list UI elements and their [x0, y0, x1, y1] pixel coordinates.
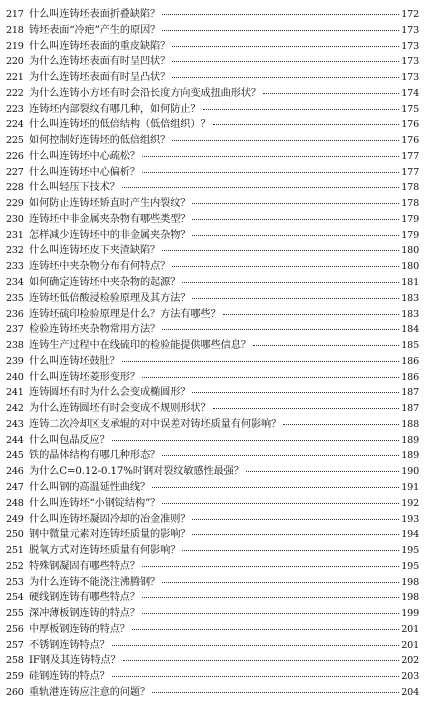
- entry-number: 218: [6, 24, 24, 36]
- toc-entry[interactable]: [6, 291, 419, 307]
- entry-page-number: 190: [401, 466, 419, 478]
- toc-entry[interactable]: [6, 39, 419, 55]
- entry-number: 245: [6, 450, 24, 462]
- dot-leader: [192, 219, 399, 220]
- entry-title: 什么叫轻压下技术？: [29, 182, 120, 194]
- dot-leader: [172, 266, 399, 267]
- entry-title: 中厚板钢连铸的特点？: [29, 623, 130, 635]
- dot-leader: [162, 250, 399, 251]
- entry-title: 什么叫连铸坯中心偏析？: [29, 166, 140, 178]
- entry-page-number: 181: [401, 277, 419, 289]
- entry-number: 248: [6, 497, 24, 509]
- entry-page-number: 198: [401, 576, 419, 588]
- toc-entry[interactable]: [6, 307, 419, 323]
- entry-number: 259: [6, 671, 24, 683]
- entry-page-number: 172: [401, 9, 419, 20]
- entry-title: 连铸坯中非金属夹杂物有哪些类型？: [29, 213, 191, 225]
- entry-number: 226: [6, 150, 24, 162]
- toc-entry[interactable]: [6, 559, 419, 575]
- toc-entry[interactable]: [6, 7, 419, 23]
- toc-entry[interactable]: [6, 385, 419, 401]
- dot-leader: [283, 424, 399, 425]
- entry-number: 243: [6, 418, 24, 430]
- entry-title: 连铸圆坯有时为什么会变成椭圆形？: [29, 387, 191, 399]
- entry-page-number: 174: [401, 87, 419, 99]
- entry-page-number: 176: [401, 135, 419, 147]
- entry-page-number: 202: [401, 655, 419, 667]
- entry-title: 如何确定连铸坯中夹杂物的起源？: [29, 277, 181, 289]
- entry-page-number: 180: [401, 261, 419, 273]
- toc-entry[interactable]: [6, 165, 419, 181]
- dot-leader: [172, 140, 399, 141]
- dot-leader: [162, 503, 399, 504]
- toc-entry[interactable]: [6, 117, 419, 133]
- entry-title: 什么叫连铸坯凝固冷却的冶金准则？: [29, 513, 191, 525]
- entry-title: 铁的晶体结构有哪几种形态？: [29, 450, 161, 462]
- dot-leader: [263, 93, 399, 94]
- table-of-contents: [6, 7, 419, 701]
- entry-page-number: 186: [401, 355, 419, 367]
- entry-title: 硬线钢连铸有哪些特点？: [29, 592, 140, 604]
- toc-entry[interactable]: [6, 133, 419, 149]
- dot-leader: [192, 534, 399, 535]
- entry-page-number: 173: [401, 24, 419, 36]
- entry-page-number: 173: [401, 56, 419, 68]
- toc-entry[interactable]: [6, 622, 419, 638]
- entry-page-number: 195: [401, 545, 419, 557]
- entry-title: 检验连铸坯夹杂物常用方法？: [29, 324, 161, 336]
- dot-leader: [182, 550, 399, 551]
- entry-page-number: 177: [401, 166, 419, 178]
- dot-leader: [192, 519, 399, 520]
- entry-title: 为什么连铸坯表面有时呈凹状？: [29, 56, 171, 68]
- toc-entry[interactable]: [6, 448, 419, 464]
- entry-number: 234: [6, 277, 24, 289]
- entry-number: 256: [6, 623, 24, 635]
- toc-entry[interactable]: [6, 401, 419, 417]
- entry-title: IF钢及其连铸特点？: [29, 655, 121, 667]
- entry-title: 不锈钢连铸特点？: [29, 639, 110, 651]
- entry-page-number: 173: [401, 40, 419, 52]
- entry-number: 222: [6, 87, 24, 99]
- entry-number: 221: [6, 72, 24, 84]
- entry-page-number: 194: [401, 529, 419, 541]
- entry-title: 什么叫连铸坯表面的重皮缺陷？: [29, 40, 171, 52]
- toc-entry[interactable]: [6, 370, 419, 386]
- toc-entry[interactable]: [6, 180, 419, 196]
- dot-leader: [172, 46, 399, 47]
- dot-leader: [123, 660, 400, 661]
- dot-leader: [142, 172, 399, 173]
- toc-entry[interactable]: [6, 606, 419, 622]
- toc-entry[interactable]: [6, 590, 419, 606]
- entry-page-number: 204: [401, 686, 419, 698]
- entry-title: 为什么连铸坯表面有时呈凸状？: [29, 72, 171, 84]
- entry-title: 什么叫连铸坯皮下夹渣缺陷？: [29, 245, 161, 257]
- entry-page-number: 189: [401, 450, 419, 462]
- toc-entry[interactable]: [6, 512, 419, 528]
- entry-title: 什么叫连铸坯表面折叠缺陷？: [29, 9, 161, 20]
- dot-leader: [192, 203, 399, 204]
- entry-page-number: 188: [401, 418, 419, 430]
- entry-number: 217: [6, 9, 24, 20]
- dot-leader: [162, 582, 399, 583]
- dot-leader: [142, 566, 399, 567]
- dot-leader: [192, 298, 399, 299]
- entry-number: 244: [6, 434, 24, 446]
- toc-entry[interactable]: [6, 496, 419, 512]
- entry-number: 223: [6, 103, 24, 115]
- entry-page-number: 187: [401, 403, 419, 415]
- toc-entry[interactable]: [6, 23, 419, 39]
- dot-leader: [112, 645, 400, 646]
- entry-number: 236: [6, 308, 24, 320]
- entry-page-number: 183: [401, 292, 419, 304]
- entry-number: 258: [6, 655, 24, 667]
- entry-title: 为什么连铸圆坯有时会变成不规则形状？: [29, 403, 211, 415]
- dot-leader: [213, 124, 400, 125]
- entry-number: 235: [6, 292, 24, 304]
- dot-leader: [122, 361, 399, 362]
- toc-entry[interactable]: [6, 102, 419, 118]
- entry-number: 247: [6, 481, 24, 493]
- entry-number: 246: [6, 466, 24, 478]
- entry-page-number: 178: [401, 182, 419, 194]
- entry-page-number: 195: [401, 560, 419, 572]
- entry-number: 252: [6, 560, 24, 572]
- entry-number: 249: [6, 513, 24, 525]
- entry-title: 什么叫连铸坯中心疏松？: [29, 150, 140, 162]
- dot-leader: [172, 77, 399, 78]
- entry-number: 229: [6, 198, 24, 210]
- entry-number: 220: [6, 56, 24, 68]
- dot-leader: [142, 377, 399, 378]
- entry-page-number: 176: [401, 119, 419, 131]
- entry-title: 什么叫连铸坯的低倍结构（低倍组织）？: [29, 119, 211, 131]
- entry-number: 251: [6, 545, 24, 557]
- entry-page-number: 184: [401, 324, 419, 336]
- toc-entry[interactable]: [6, 433, 419, 449]
- toc-entry[interactable]: [6, 212, 419, 228]
- toc-entry[interactable]: [6, 70, 419, 86]
- dot-leader: [142, 156, 399, 157]
- entry-title: 什么叫连铸坯“小钢锭结构”？: [29, 497, 161, 509]
- entry-number: 237: [6, 324, 24, 336]
- entry-number: 233: [6, 261, 24, 273]
- toc-entry[interactable]: [6, 54, 419, 70]
- entry-number: 240: [6, 371, 24, 383]
- dot-leader: [152, 692, 399, 693]
- entry-title: 深冲薄板钢连铸的特点？: [29, 608, 140, 620]
- dot-leader: [246, 471, 399, 472]
- entry-title: 重轨港连铸应注意的问题？: [29, 686, 151, 698]
- entry-number: 227: [6, 166, 24, 178]
- toc-entry[interactable]: [6, 259, 419, 275]
- entry-number: 225: [6, 135, 24, 147]
- toc-entry[interactable]: [6, 196, 419, 212]
- dot-leader: [142, 597, 399, 598]
- entry-page-number: 203: [401, 671, 419, 683]
- entry-number: 250: [6, 529, 24, 541]
- entry-page-number: 183: [401, 308, 419, 320]
- dot-leader: [122, 187, 399, 188]
- entry-number: 228: [6, 182, 24, 194]
- entry-page-number: 173: [401, 72, 419, 84]
- dot-leader: [162, 30, 399, 31]
- entry-number: 260: [6, 686, 24, 698]
- entry-title: 硅钢连铸的特点？: [29, 671, 110, 683]
- entry-page-number: 177: [401, 150, 419, 162]
- dot-leader: [112, 440, 400, 441]
- toc-entry[interactable]: [6, 464, 419, 480]
- toc-entry[interactable]: [6, 228, 419, 244]
- toc-entry[interactable]: [6, 149, 419, 165]
- dot-leader: [213, 408, 400, 409]
- entry-number: 238: [6, 340, 24, 352]
- dot-leader: [142, 613, 399, 614]
- toc-entry[interactable]: [6, 354, 419, 370]
- entry-title: 钢中微量元素对连铸坯质量的影响？: [29, 529, 191, 541]
- entry-number: 241: [6, 387, 24, 399]
- entry-page-number: 186: [401, 371, 419, 383]
- entry-number: 257: [6, 639, 24, 651]
- entry-page-number: 180: [401, 245, 419, 257]
- entry-page-number: 193: [401, 513, 419, 525]
- entry-title: 什么叫连铸坯鼓肚？: [29, 355, 120, 367]
- toc-entry[interactable]: [6, 638, 419, 654]
- entry-page-number: 179: [401, 229, 419, 241]
- entry-page-number: 199: [401, 608, 419, 620]
- dot-leader: [162, 455, 399, 456]
- toc-entry[interactable]: [6, 543, 419, 559]
- entry-title: 连铸生产过程中在线硫印的检验能提供哪些信息？: [29, 340, 251, 352]
- entry-number: 231: [6, 229, 24, 241]
- toc-entry[interactable]: [6, 322, 419, 338]
- entry-title: 如何防止连铸坯矫直时产生内裂纹？: [29, 198, 191, 210]
- entry-page-number: 192: [401, 497, 419, 509]
- entry-page-number: 201: [401, 639, 419, 651]
- entry-title: 连铸坯硫印检验原理是什么？方法有哪些？: [29, 308, 221, 320]
- dot-leader: [112, 676, 400, 677]
- toc-entry[interactable]: [6, 338, 419, 354]
- toc-entry[interactable]: [6, 527, 419, 543]
- entry-title: 为什么C=0.12-0.17%时钢对裂纹敏感性最强？: [29, 466, 244, 478]
- entry-title: 什么叫连铸坯菱形变形？: [29, 371, 140, 383]
- entry-title: 连铸坯内部裂纹有哪几种，如何防止？: [29, 103, 201, 115]
- entry-page-number: 187: [401, 387, 419, 399]
- entry-number: 230: [6, 213, 24, 225]
- entry-title: 铸坯表面“冷疤”产生的原因？: [29, 24, 161, 36]
- entry-number: 224: [6, 119, 24, 131]
- entry-page-number: 178: [401, 198, 419, 210]
- dot-leader: [162, 329, 399, 330]
- entry-title: 什么叫钢的高温延性曲线？: [29, 481, 151, 493]
- entry-title: 什么叫包晶反应？: [29, 434, 110, 446]
- entry-number: 219: [6, 40, 24, 52]
- entry-page-number: 175: [401, 103, 419, 115]
- dot-leader: [192, 235, 399, 236]
- entry-number: 255: [6, 608, 24, 620]
- entry-number: 253: [6, 576, 24, 588]
- entry-title: 特殊钢凝固有哪些特点？: [29, 560, 140, 572]
- dot-leader: [223, 314, 400, 315]
- dot-leader: [162, 14, 399, 15]
- dot-leader: [203, 109, 400, 110]
- entry-title: 怎样减少连铸坯中的非金属夹杂物？: [29, 229, 191, 241]
- entry-title: 连铸坯中夹杂物分布有何特点？: [29, 261, 171, 273]
- entry-number: 242: [6, 403, 24, 415]
- toc-entry[interactable]: [6, 86, 419, 102]
- entry-page-number: 189: [401, 434, 419, 446]
- entry-title: 为什么连铸不能浇注沸腾钢？: [29, 576, 161, 588]
- toc-entry[interactable]: [6, 669, 419, 685]
- dot-leader: [182, 282, 399, 283]
- entry-page-number: 198: [401, 592, 419, 604]
- entry-page-number: 179: [401, 213, 419, 225]
- entry-page-number: 191: [401, 481, 419, 493]
- entry-number: 254: [6, 592, 24, 604]
- toc-entry[interactable]: [6, 417, 419, 433]
- entry-title: 为什么连铸小方坯有时会沿长度方向变成扭曲形状？: [29, 87, 262, 99]
- entry-title: 连铸坯低倍酸浸检验原理及其方法？: [29, 292, 191, 304]
- dot-leader: [152, 487, 399, 488]
- dot-leader: [132, 629, 399, 630]
- dot-leader: [192, 392, 399, 393]
- toc-entry[interactable]: [6, 243, 419, 259]
- entry-title: 连铸二次冷却区支承辊的对中误差对铸坯质量有何影响？: [29, 418, 282, 430]
- entry-title: 脱氧方式对连铸坯质量有何影响？: [29, 545, 181, 557]
- toc-entry[interactable]: [6, 575, 419, 591]
- toc-entry[interactable]: [6, 685, 419, 701]
- dot-leader: [253, 345, 399, 346]
- toc-entry[interactable]: [6, 480, 419, 496]
- entry-title: 如何控制好连铸坯的低倍组织？: [29, 135, 171, 147]
- toc-entry[interactable]: [6, 275, 419, 291]
- entry-page-number: 201: [401, 623, 419, 635]
- toc-entry[interactable]: [6, 653, 419, 669]
- entry-page-number: 185: [401, 340, 419, 352]
- entry-number: 239: [6, 355, 24, 367]
- entry-number: 232: [6, 245, 24, 257]
- dot-leader: [172, 61, 399, 62]
